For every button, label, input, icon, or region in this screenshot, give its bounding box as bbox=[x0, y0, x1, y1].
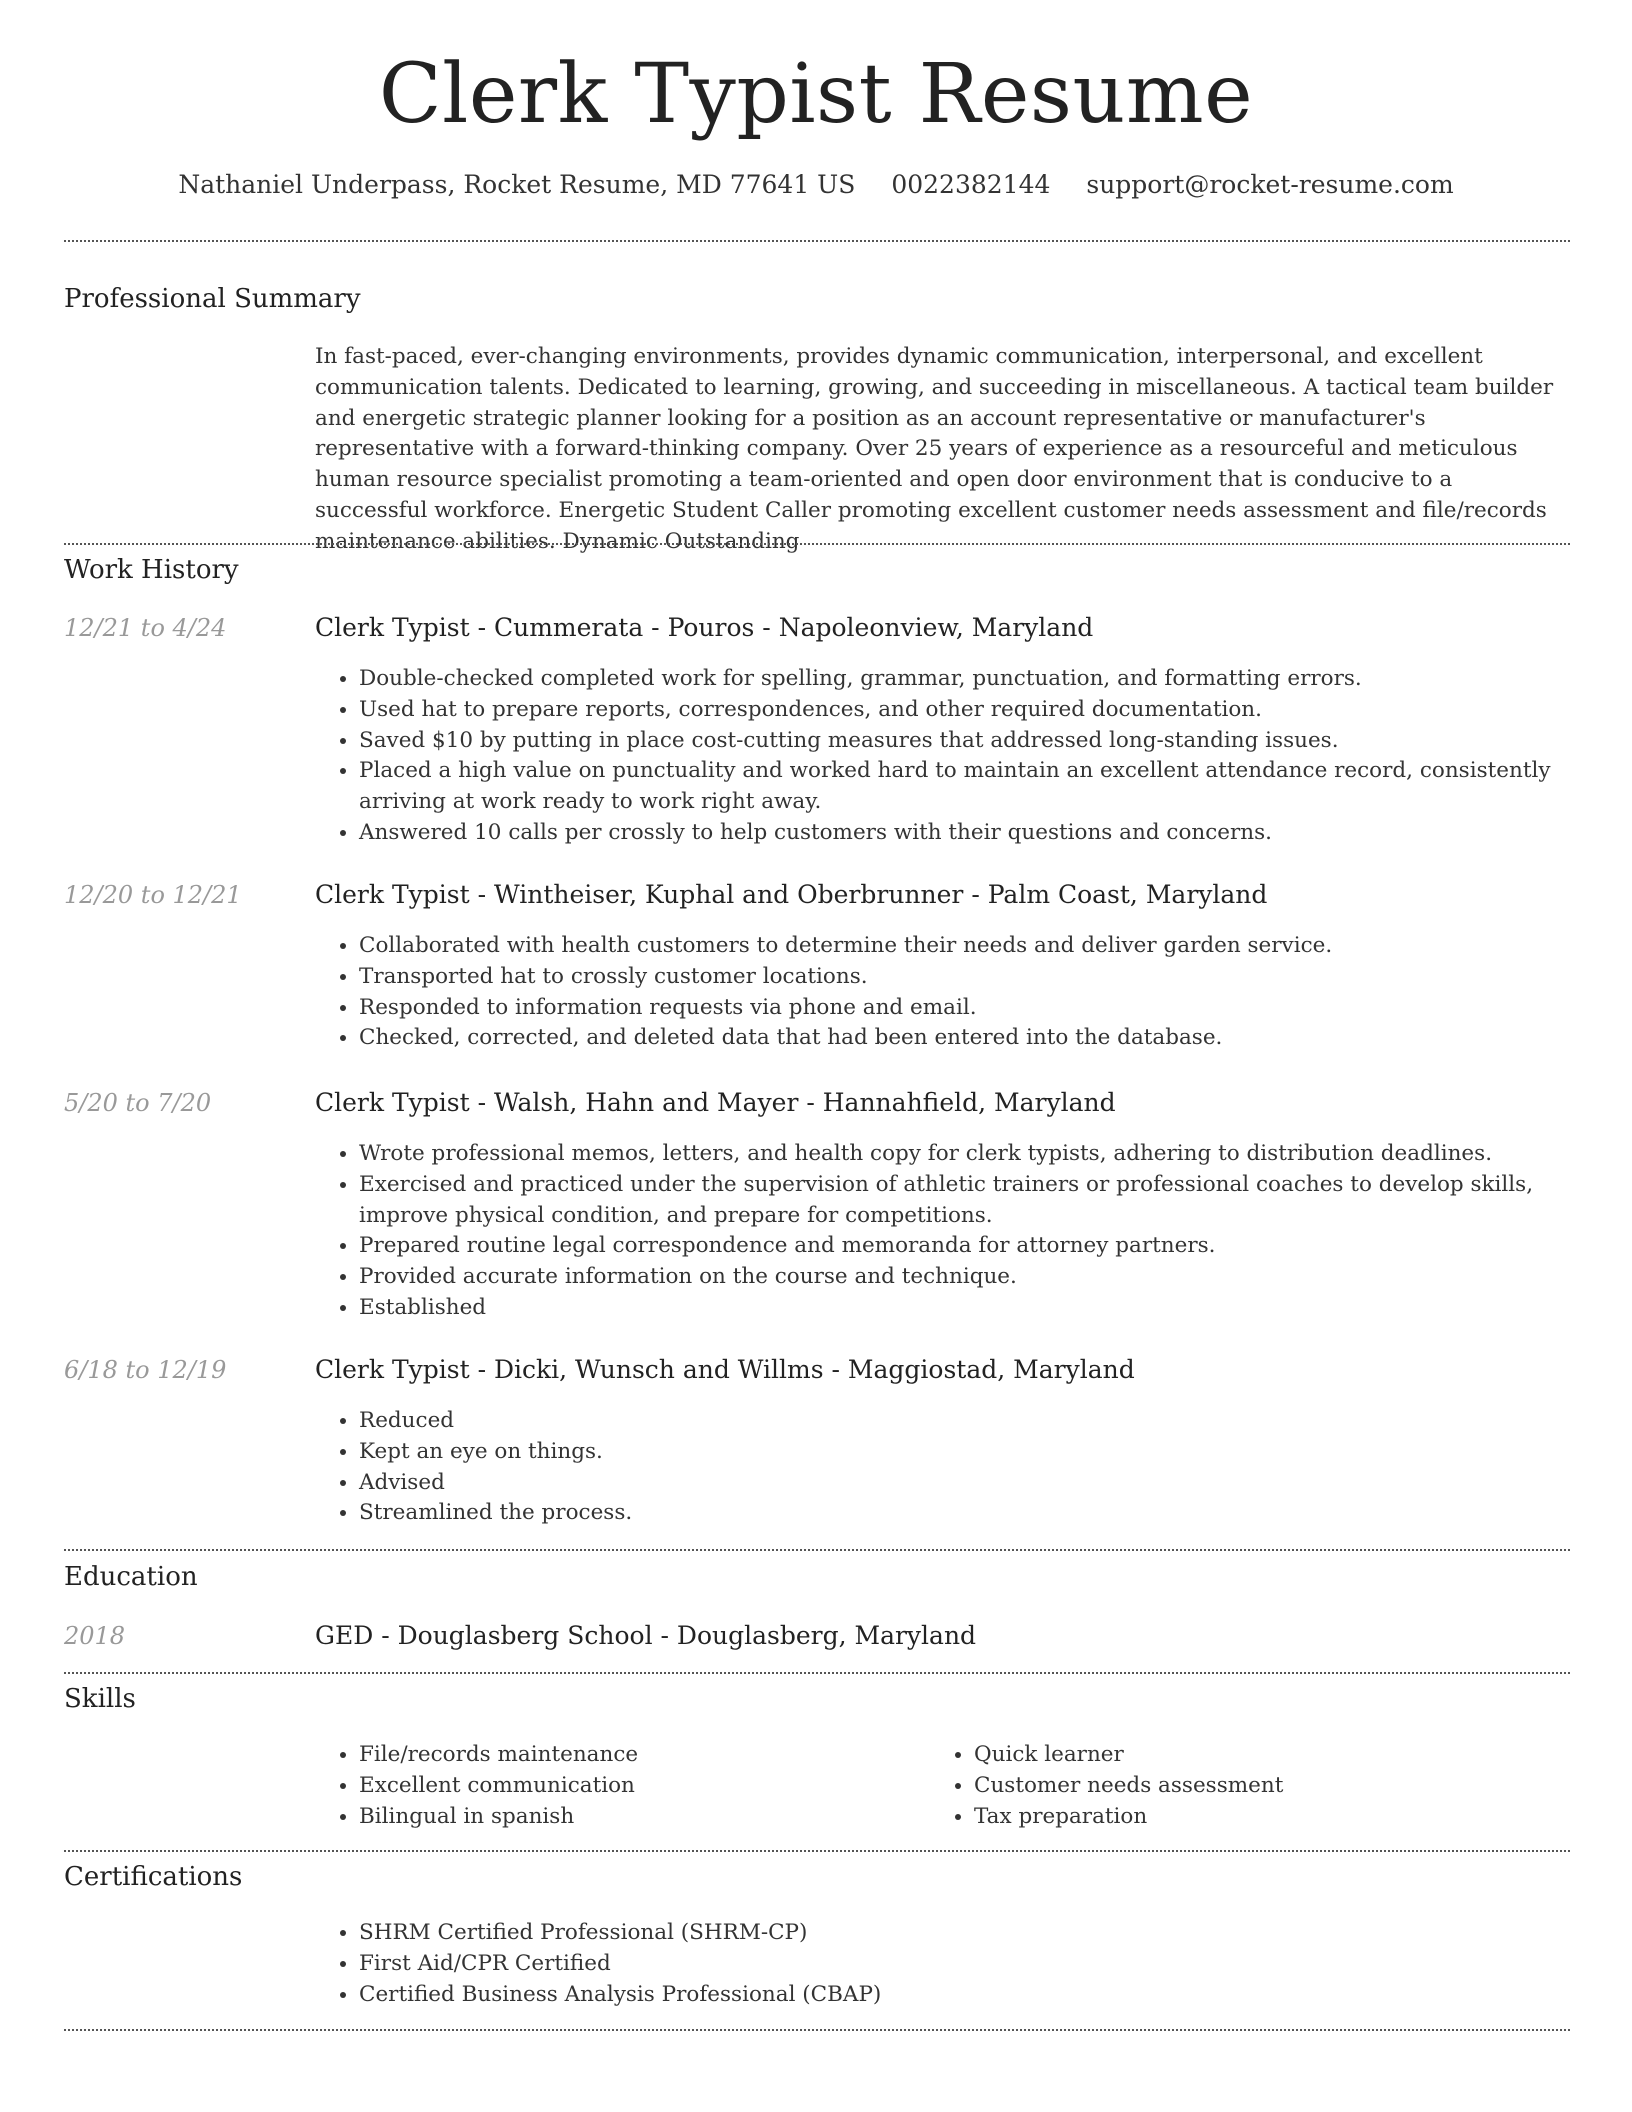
list-item: • Provided accurate information on the course and technique. bbox=[359, 1262, 1565, 1293]
divider bbox=[64, 1672, 1570, 1674]
list-item: • Placed a high value on punctuality and worked hard to maintain an excellent attendance record, consistently arriving at work ready to work right away. bbox=[359, 756, 1565, 818]
list-item: • Bilingual in spanish bbox=[359, 1802, 935, 1833]
divider bbox=[64, 240, 1570, 242]
list-item: • Checked, corrected, and deleted data that had been entered into the database. bbox=[359, 1023, 1565, 1054]
list-item: • Double-checked completed work for spelling, grammar, punctuation, and formatting errors. bbox=[359, 664, 1565, 695]
list-item: • Answered 10 calls per crossly to help customers with their questions and concerns. bbox=[359, 818, 1565, 849]
list-item: • SHRM Certified Professional (SHRM-CP) bbox=[359, 1918, 1565, 1949]
section-heading-education: Education bbox=[64, 1562, 198, 1592]
list-item: • Streamlined the process. bbox=[359, 1498, 1565, 1529]
list-item: • Responded to information requests via phone and email. bbox=[359, 993, 1565, 1024]
job-dates: 6/18 to 12/19 bbox=[64, 1356, 227, 1384]
skills-list-left bbox=[315, 1740, 935, 1832]
list-item: • Collaborated with health customers to determine their needs and deliver garden service. bbox=[359, 931, 1565, 962]
job-title: Clerk Typist - Cummerata - Pouros - Napoleonview, Maryland bbox=[315, 613, 1094, 642]
list-item: • Established bbox=[359, 1293, 1565, 1324]
job-bullet-list bbox=[315, 664, 1565, 849]
list-item: • Excellent communication bbox=[359, 1771, 935, 1802]
list-item: • Advised bbox=[359, 1468, 1565, 1499]
list-item: • Wrote professional memos, letters, and health copy for clerk typists, adhering to distribution deadlines. bbox=[359, 1139, 1565, 1170]
divider bbox=[64, 2029, 1570, 2031]
job-title: Clerk Typist - Wintheiser, Kuphal and Oberbrunner - Palm Coast, Maryland bbox=[315, 880, 1268, 909]
divider bbox=[64, 1549, 1570, 1551]
list-item: • Kept an eye on things. bbox=[359, 1437, 1565, 1468]
job-bullet-list bbox=[315, 1139, 1565, 1324]
job-dates: 12/21 to 4/24 bbox=[64, 614, 227, 642]
section-heading-summary: Professional Summary bbox=[64, 284, 361, 314]
resume-title: Clerk Typist Resume bbox=[378, 47, 1254, 142]
job-title: Clerk Typist - Walsh, Hahn and Mayer - Hannahfield, Maryland bbox=[315, 1088, 1116, 1117]
list-item: • Exercised and practiced under the supervision of athletic trainers or professional coaches to develop skills, improve physical condition, and prepare for competitions. bbox=[359, 1170, 1565, 1232]
list-item: • First Aid/CPR Certified bbox=[359, 1949, 1565, 1980]
contact-address: Nathaniel Underpass, Rocket Resume, MD 77641 US bbox=[178, 170, 856, 199]
list-item: • Quick learner bbox=[974, 1740, 1550, 1771]
job-title: Clerk Typist - Dicki, Wunsch and Willms - Maggiostad, Maryland bbox=[315, 1355, 1135, 1384]
divider bbox=[64, 543, 1570, 545]
skills-list-right bbox=[930, 1740, 1550, 1832]
contact-email: support@rocket-resume.com bbox=[1086, 170, 1454, 199]
divider bbox=[64, 1850, 1570, 1852]
list-item: • Customer needs assessment bbox=[974, 1771, 1550, 1802]
contact-phone: 0022382144 bbox=[891, 170, 1051, 199]
job-dates: 12/20 to 12/21 bbox=[64, 881, 242, 909]
section-heading-certifications: Certifications bbox=[64, 1862, 243, 1892]
list-item: • File/records maintenance bbox=[359, 1740, 935, 1771]
contact-line bbox=[0, 170, 1632, 199]
summary-text: In fast-paced, ever-changing environments, provides dynamic communication, interpersonal, and excellent communication talents. Dedicated to learning, growing, and succeeding in miscellaneous. A tactical team builder and energetic strategic planner looking for a position as an account representative or manufacturer's representative with a forward-thinking company. Over 25 years of experience as a resourceful and meticulous human resource specialist promoting a team-oriented and open door environment that is conducive to a successful workforce. Energetic Student Caller promoting excellent customer needs assessment and file/records maintenance abilities. Dynamic Outstanding bbox=[315, 344, 1554, 554]
list-item: • Transported hat to crossly customer locations. bbox=[359, 962, 1565, 993]
list-item: • Used hat to prepare reports, correspondences, and other required documentation. bbox=[359, 695, 1565, 726]
section-heading-work-history: Work History bbox=[64, 555, 239, 585]
list-item: • Certified Business Analysis Professional (CBAP) bbox=[359, 1980, 1565, 2011]
education-title: GED - Douglasberg School - Douglasberg, Maryland bbox=[315, 1621, 977, 1650]
list-item: • Saved $10 by putting in place cost-cutting measures that addressed long-standing issues. bbox=[359, 726, 1565, 757]
job-dates: 5/20 to 7/20 bbox=[64, 1089, 212, 1117]
certifications-list bbox=[315, 1918, 1565, 2010]
list-item: • Reduced bbox=[359, 1406, 1565, 1437]
section-heading-skills: Skills bbox=[64, 1684, 136, 1714]
education-date: 2018 bbox=[64, 1622, 126, 1650]
job-bullet-list bbox=[315, 931, 1565, 1054]
list-item: • Tax preparation bbox=[974, 1802, 1550, 1833]
list-item: • Prepared routine legal correspondence and memoranda for attorney partners. bbox=[359, 1231, 1565, 1262]
job-bullet-list bbox=[315, 1406, 1565, 1529]
